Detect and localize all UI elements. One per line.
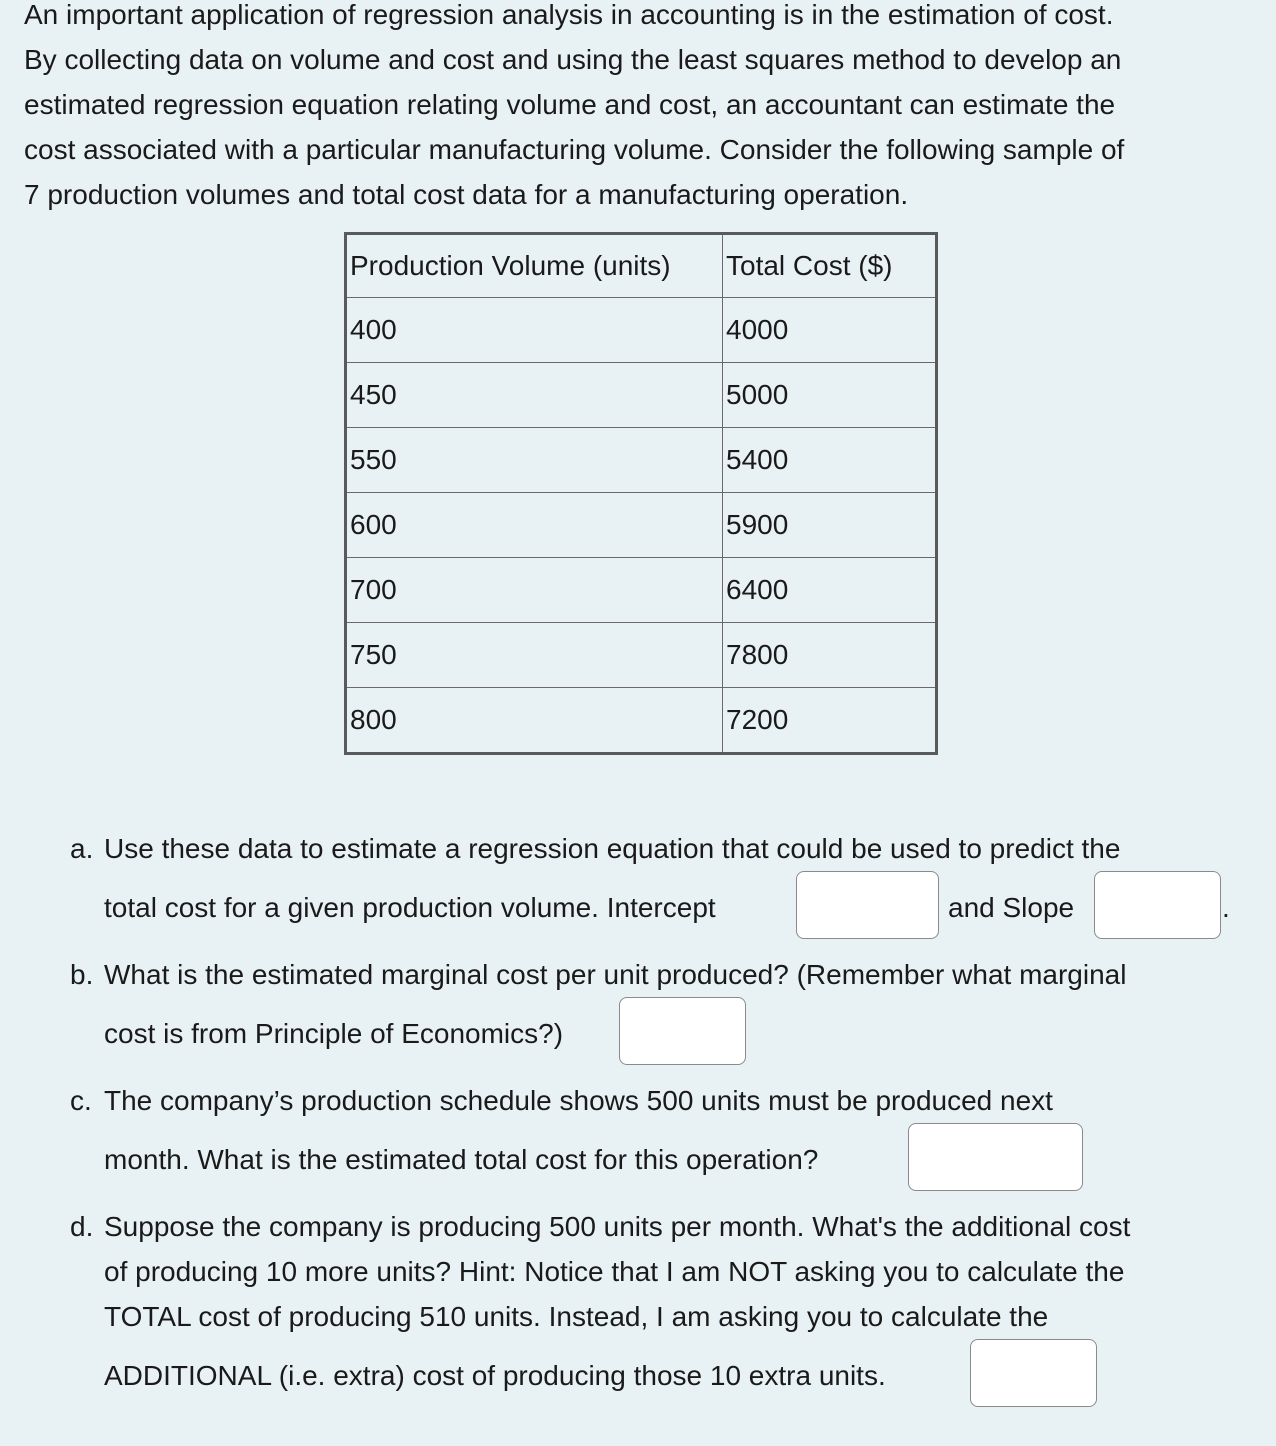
cost-cell: 5000	[723, 363, 937, 428]
cost-cell: 4000	[723, 298, 937, 363]
intro-line: estimated regression equation relating volume and cost, an accountant can estimate the	[24, 89, 1116, 120]
table-row	[346, 363, 937, 428]
table-row	[346, 558, 937, 623]
table-row	[346, 298, 937, 363]
question-a-and-slope: and Slope	[948, 892, 1075, 923]
volume-cell: 700	[346, 558, 723, 623]
volume-cell: 550	[346, 428, 723, 493]
intro-line: By collecting data on volume and cost and using the least squares method to develop an	[24, 44, 1122, 75]
header-production-volume: Production Volume (units)	[346, 234, 723, 298]
question-d-line3: TOTAL cost of producing 510 units. Instead, I am asking you to calculate the	[104, 1301, 1049, 1332]
table-row	[346, 623, 937, 688]
intro-line: cost associated with a particular manufacturing volume. Consider the following sample of	[24, 134, 1125, 165]
volume-cell: 600	[346, 493, 723, 558]
table-row	[346, 428, 937, 493]
question-b-marker: b.	[70, 959, 94, 990]
question-d-line1: Suppose the company is producing 500 units per month. What's the additional cost	[104, 1211, 1131, 1242]
marginal-cost-input[interactable]	[619, 997, 746, 1065]
question-a-period: .	[1222, 892, 1230, 923]
question-a-line1: Use these data to estimate a regression equation that could be used to predict the	[104, 833, 1121, 864]
cost-cell: 7800	[723, 623, 937, 688]
cost-cell: 6400	[723, 558, 937, 623]
cost-cell: 5400	[723, 428, 937, 493]
intro-paragraph	[24, 0, 1259, 217]
table-row	[346, 688, 937, 754]
intro-line: 7 production volumes and total cost data for a manufacturing operation.	[24, 179, 909, 210]
volume-cell: 750	[346, 623, 723, 688]
table-header-row	[346, 234, 937, 298]
volume-cell: 400	[346, 298, 723, 363]
question-a-marker: a.	[70, 833, 94, 864]
volume-cell: 800	[346, 688, 723, 754]
data-table	[344, 232, 938, 755]
question-a-line2: total cost for a given production volume. Intercept	[104, 892, 716, 923]
question-b-line2: cost is from Principle of Economics?)	[104, 1018, 564, 1049]
total-cost-input[interactable]	[908, 1123, 1083, 1191]
question-b-line1: What is the estimated marginal cost per unit produced? (Remember what marginal	[104, 959, 1127, 990]
question-d-line4: ADDITIONAL (i.e. extra) cost of producing those 10 extra units.	[104, 1360, 886, 1391]
question-c-marker: c.	[70, 1085, 92, 1116]
additional-cost-input[interactable]	[970, 1339, 1097, 1407]
cost-cell: 7200	[723, 688, 937, 754]
slope-input[interactable]	[1094, 871, 1221, 939]
volume-cell: 450	[346, 363, 723, 428]
question-c-line1: The company’s production schedule shows 500 units must be produced next	[104, 1085, 1053, 1116]
intro-line: An important application of regression analysis in accounting is in the estimation of cost.	[24, 0, 1114, 30]
question-d-marker: d.	[70, 1211, 94, 1242]
cost-cell: 5900	[723, 493, 937, 558]
header-total-cost: Total Cost ($)	[723, 234, 937, 298]
question-c-line2: month. What is the estimated total cost for this operation?	[104, 1144, 819, 1175]
table-row	[346, 493, 937, 558]
intercept-input[interactable]	[796, 871, 939, 939]
question-d-line2: of producing 10 more units? Hint: Notice that I am NOT asking you to calculate the	[104, 1256, 1125, 1287]
